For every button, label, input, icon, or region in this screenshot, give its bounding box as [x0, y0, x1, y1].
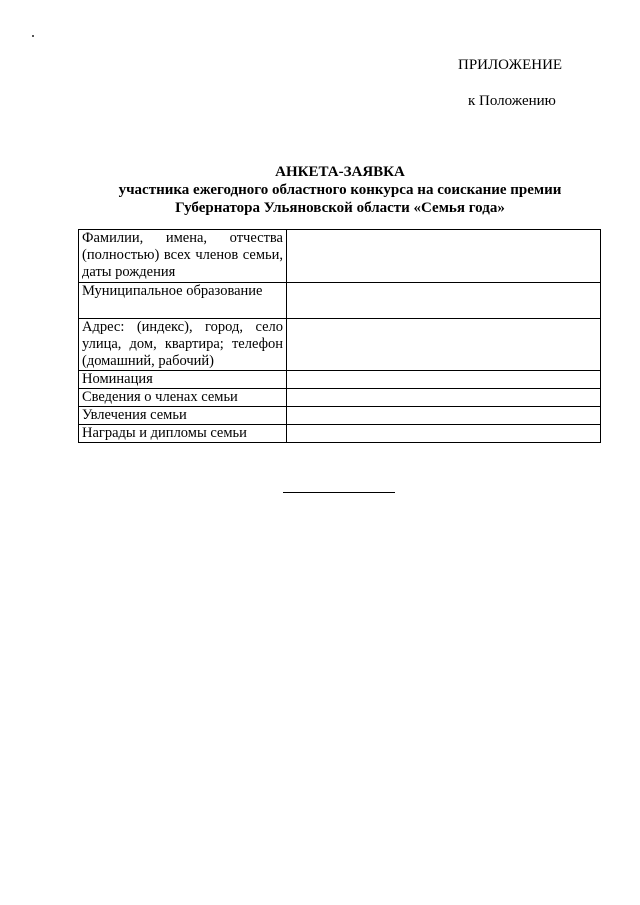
form-value-hobbies[interactable]: [287, 407, 601, 425]
form-row-address: [79, 319, 601, 371]
form-row-municipality: [79, 283, 601, 319]
form-value-address[interactable]: [287, 319, 601, 371]
form-row-hobbies: [79, 407, 601, 425]
form-row-family-info: [79, 389, 601, 407]
form-label-municipality: Муниципальное образование: [79, 283, 287, 319]
title-line-2: участника ежегодного областного конкурса на соискание премии: [118, 182, 562, 198]
form-label-address: Адрес: (индекс), город, село улица, дом, квартира; телефон (домашний, рабочий): [79, 319, 287, 371]
form-label-family-info: Сведения о членах семьи: [79, 389, 287, 407]
form-row-awards: [79, 425, 601, 443]
form-value-nomination[interactable]: [287, 371, 601, 389]
appendix-label: ПРИЛОЖЕНИЕ: [458, 57, 563, 73]
closing-divider-line: [283, 492, 395, 493]
title-line-1: АНКЕТА-ЗАЯВКА: [275, 164, 405, 180]
application-form-table: [78, 229, 601, 443]
form-label-awards: Награды и дипломы семьи: [79, 425, 287, 443]
form-row-nomination: [79, 371, 601, 389]
form-label-family-members: Фамилии, имена, отчества (полностью) всех членов семьи, даты рождения: [79, 230, 287, 283]
document-title: [60, 163, 620, 217]
scan-speck: [32, 35, 34, 37]
form-label-hobbies: Увлечения семьи: [79, 407, 287, 425]
form-value-family-members[interactable]: [287, 230, 601, 283]
title-line-3: Губернатора Ульяновской области «Семья года»: [175, 200, 505, 216]
form-value-municipality[interactable]: [287, 283, 601, 319]
regulation-reference: к Положению: [468, 93, 556, 109]
form-row-family-members: [79, 230, 601, 283]
form-label-nomination: Номинация: [79, 371, 287, 389]
form-value-family-info[interactable]: [287, 389, 601, 407]
form-value-awards[interactable]: [287, 425, 601, 443]
